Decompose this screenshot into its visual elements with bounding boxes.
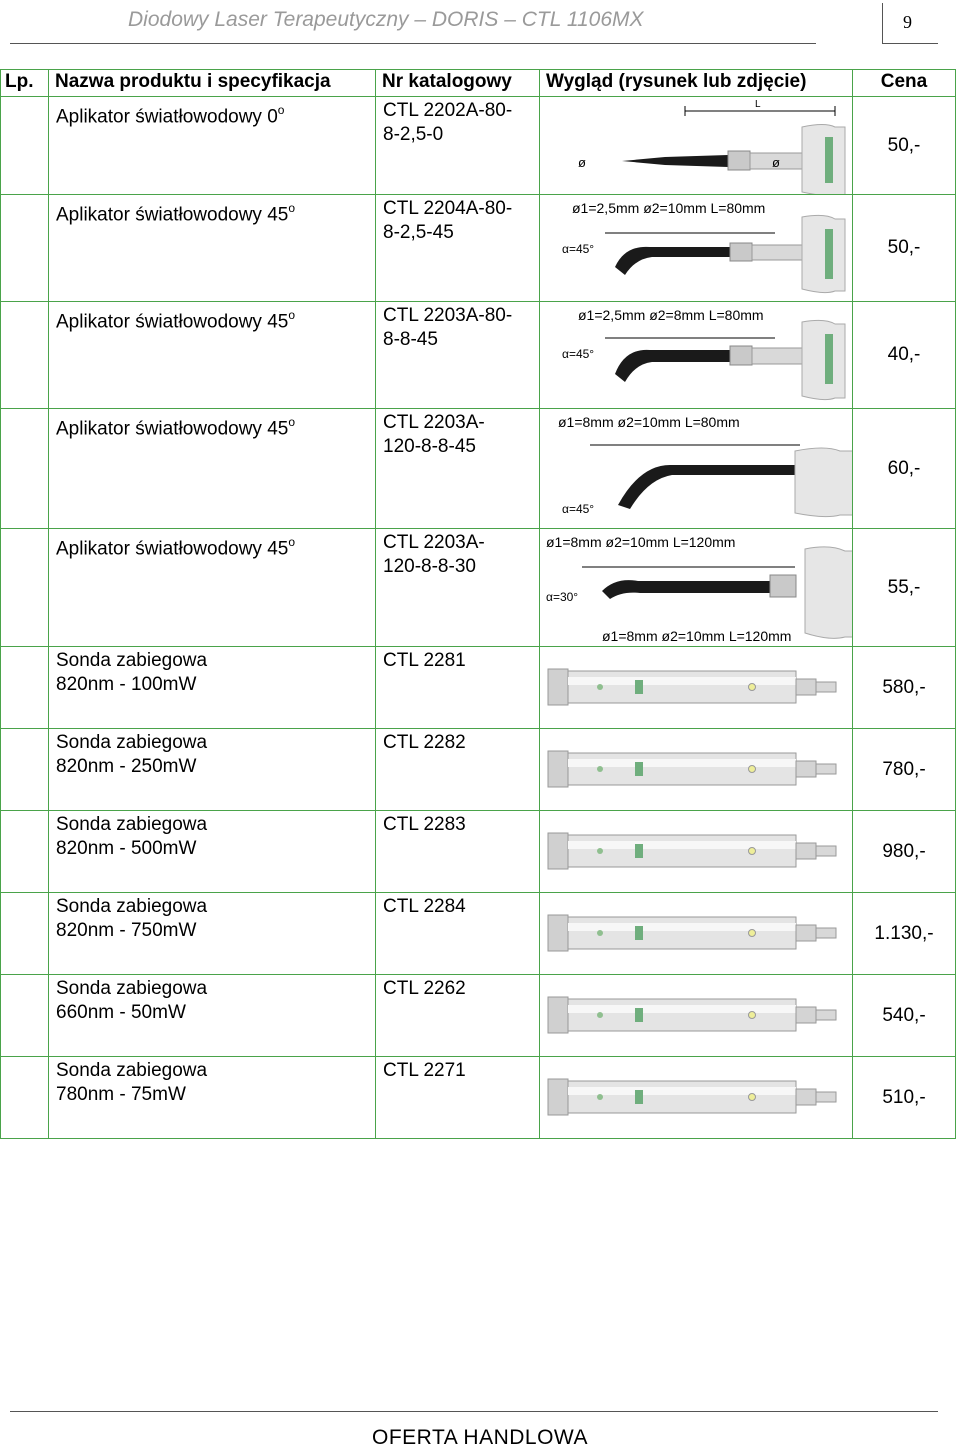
price: 50,- [853,97,956,195]
table-row [1,195,956,302]
catalog-number: CTL 2281 [376,647,540,729]
price: 510,- [853,1057,956,1139]
price: 1.130,- [853,893,956,975]
applicator-30-drawing [540,529,853,647]
product-image [540,893,853,975]
probes-dims-label: ø1=8mm ø2=10mm L=120mm [602,628,792,644]
catalog-number: CTL 2203A- 120-8-8-30 [376,529,540,647]
product-image [540,409,853,529]
product-name: Aplikator światłowodowy 45$^o$ [49,529,376,647]
catalog-number: CTL 2203A-80- 8-8-45 [376,302,540,409]
table-row [1,647,956,729]
catalog-number: CTL 2271 [376,1057,540,1139]
table-row [1,729,956,811]
product-name: Sonda zabiegowa 820nm - 100mW [49,647,376,729]
header-name: Nazwa produktu i specyfikacja [49,70,376,97]
table-header-row [1,70,956,97]
catalog-number: CTL 2283 [376,811,540,893]
product-name: Sonda zabiegowa 820nm - 750mW [49,893,376,975]
lp-cell [1,975,49,1057]
lp-cell [1,97,49,195]
header-rule [10,43,816,44]
price: 780,- [853,729,956,811]
applicator-45-drawing [540,195,853,302]
lp-cell [1,409,49,529]
product-name: Aplikator światłowodowy 45$^o$ [49,195,376,302]
probe-drawing [540,811,853,893]
table-row [1,529,956,647]
angle-label: α=30° [546,590,579,604]
product-name: Sonda zabiegowa 820nm - 250mW [49,729,376,811]
price: 40,- [853,302,956,409]
table-row [1,302,956,409]
lp-cell [1,647,49,729]
table-row [1,811,956,893]
header-lp: Lp. [1,70,49,97]
product-image [540,647,853,729]
product-image [540,729,853,811]
lp-cell [1,195,49,302]
footer-rule [10,1411,938,1412]
product-name: Aplikator światłowodowy 45$^o$ [49,302,376,409]
dims-label: ø1=8mm ø2=10mm L=80mm [558,414,740,430]
page-number: 9 [903,12,912,32]
product-image [540,302,853,409]
product-image [540,1057,853,1139]
catalog-number: CTL 2204A-80- 8-2,5-45 [376,195,540,302]
dims-label: ø1=2,5mm ø2=8mm L=80mm [578,307,764,323]
product-image [540,195,853,302]
dims-label: ø1=8mm ø2=10mm L=120mm [546,534,736,550]
lp-cell [1,1057,49,1139]
product-image [540,811,853,893]
product-table [0,69,956,1139]
table-row [1,1057,956,1139]
angle-label: α=45° [562,502,595,516]
lp-cell [1,729,49,811]
product-image [540,529,853,647]
product-name: Aplikator światłowodowy 0$^o$ [49,97,376,195]
probe-drawing [540,647,853,729]
product-name: Sonda zabiegowa 780nm - 75mW [49,1057,376,1139]
price: 980,- [853,811,956,893]
lp-cell [1,302,49,409]
lp-cell [1,811,49,893]
lp-cell [1,893,49,975]
catalog-number: CTL 2282 [376,729,540,811]
svg-text:L: L [755,99,761,110]
header-price: Cena [853,70,956,97]
catalog-number: CTL 2202A-80- 8-2,5-0 [376,97,540,195]
product-table-wrap [0,69,956,1139]
probe-drawing [540,975,853,1057]
price: 60,- [853,409,956,529]
angle-label: α=45° [562,242,595,256]
table-row [1,975,956,1057]
applicator-straight-drawing [540,97,853,195]
product-name: Sonda zabiegowa 820nm - 500mW [49,811,376,893]
catalog-number: CTL 2262 [376,975,540,1057]
header-image: Wygląd (rysunek lub zdjęcie) [540,70,853,97]
probe-drawing [540,729,853,811]
applicator-45-drawing [540,302,853,409]
table-row [1,409,956,529]
header-catalog: Nr katalogowy [376,70,540,97]
footer-title: OFERTA HANDLOWA [372,1426,588,1449]
probe-drawing [540,893,853,975]
dims-label: ø1=2,5mm ø2=10mm L=80mm [572,200,766,216]
price: 55,- [853,529,956,647]
product-image [540,975,853,1057]
probe-drawing [540,1057,853,1139]
lp-cell [1,529,49,647]
document-title: Diodowy Laser Terapeutyczny – DORIS – CTL 1106MX [128,8,644,31]
price: 50,- [853,195,956,302]
angle-label: α=45° [562,347,595,361]
price: 580,- [853,647,956,729]
product-name: Aplikator światłowodowy 45$^o$ [49,409,376,529]
catalog-number: CTL 2284 [376,893,540,975]
catalog-number: CTL 2203A- 120-8-8-45 [376,409,540,529]
svg-text:ø: ø [772,155,780,170]
applicator-45-drawing [540,409,853,529]
price: 540,- [853,975,956,1057]
table-row [1,97,956,195]
table-row [1,893,956,975]
product-image [540,97,853,195]
product-name: Sonda zabiegowa 660nm - 50mW [49,975,376,1057]
svg-text:ø: ø [578,155,586,170]
